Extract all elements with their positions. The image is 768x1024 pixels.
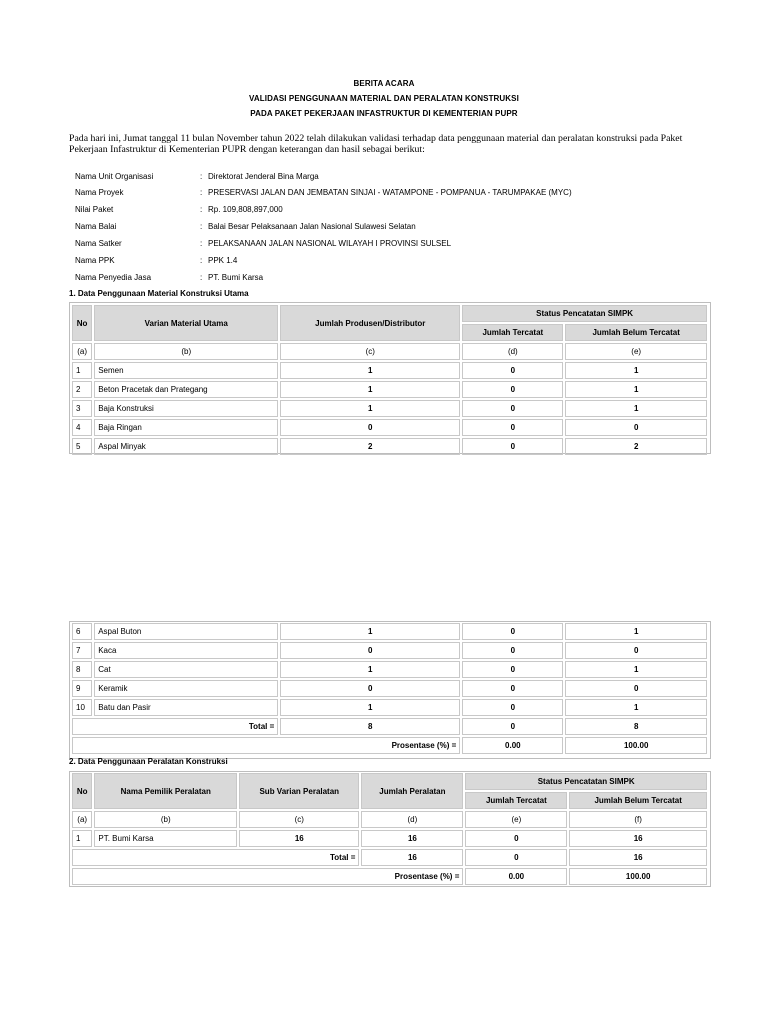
info-value: PELAKSANAAN JALAN NASIONAL WILAYAH I PROVINSI SULSEL [208,239,452,248]
total-label: Total = [72,718,278,735]
total-row: Total = 16 0 16 [72,849,707,866]
material-table [70,303,709,457]
table-row: 3 Baja Konstruksi 1 0 1 [72,400,707,417]
col-header-no: No [72,305,92,341]
info-label: Nama Proyek [75,188,124,197]
col-header-belum: Jumlah Belum Tercatat [565,324,707,341]
doc-subtitle-2: PADA PAKET PEKERJAAN INFASTRUKTUR DI KEMENTERIAN PUPR [250,109,518,118]
total-label: Total = [72,849,359,866]
table-row: 10 Batu dan Pasir 1 0 1 [72,699,707,716]
percentage-label: Prosentase (%) = [72,868,463,885]
table-row: 8 Cat 1 0 1 [72,661,707,678]
intro-paragraph: Pada hari ini, Jumat tanggal 11 bulan November tahun 2022 telah dilakukan validasi terhadap data penggunaan material dan peralatan konstruksi pada Paket Pekerjaan Infastruktur di Kementerian PUPR dengan keterangan dan hasil sebagai berikut: [69,133,683,155]
table-row: 1 Semen 1 0 1 [72,362,707,379]
table-row: 2 Beton Pracetak dan Prategang 1 0 1 [72,381,707,398]
info-label: Nama Satker [75,239,122,248]
col-header-sub-varian: Sub Varian Peralatan [239,773,359,809]
col-header-tercatat: Jumlah Tercatat [462,324,563,341]
col-header-varian: Varian Material Utama [94,305,278,341]
info-value: PRESERVASI JALAN DAN JEMBATAN SINJAI - WATAMPONE - POMPANUA - TARUMPAKAE (MYC) [208,188,572,197]
info-label: Nama Penyedia Jasa [75,273,152,282]
col-header-jumlah-peralatan: Jumlah Peralatan [361,773,463,809]
col-header-status: Status Pencatatan SIMPK [462,305,707,322]
info-label: Nama Balai [75,222,117,231]
percentage-row: Prosentase (%) = 0.00 100.00 [72,868,707,885]
col-header-belum: Jumlah Belum Tercatat [569,792,707,809]
doc-subtitle: VALIDASI PENGGUNAAN MATERIAL DAN PERALATAN KONSTRUKSI [249,94,519,103]
code-row: (a) (b) (c) (d) (e) (f) [72,811,707,828]
col-header-pemilik: Nama Pemilik Peralatan [94,773,237,809]
info-value: Direktorat Jenderal Bina Marga [208,172,319,181]
info-value: PT. Bumi Karsa [208,273,264,282]
percentage-label: Prosentase (%) = [72,737,460,754]
info-value: PPK 1.4 [208,256,238,265]
table-row: 7 Kaca 0 0 0 [72,642,707,659]
table-row: 1 PT. Bumi Karsa 16 16 0 16 [72,830,707,847]
col-header-tercatat: Jumlah Tercatat [465,792,567,809]
material-table-continued [70,621,709,756]
section-2-title: 2. Data Penggunaan Peralatan Konstruksi [69,757,228,766]
table-row: 9 Keramik 0 0 0 [72,680,707,697]
info-value: Rp. 109,808,897,000 [208,205,283,214]
code-row: (a) (b) (c) (d) (e) [72,343,707,360]
info-label: Nama PPK [75,256,115,265]
table-row: 5 Aspal Minyak 2 0 2 [72,438,707,455]
info-label: Nama Unit Organisasi [75,172,154,181]
percentage-row: Prosentase (%) = 0.00 100.00 [72,737,707,754]
info-value: Balai Besar Pelaksanaan Jalan Nasional Sulawesi Selatan [208,222,416,231]
col-header-jumlah: Jumlah Produsen/Distributor [280,305,460,341]
table-row: 6 Aspal Buton 1 0 1 [72,623,707,640]
equipment-table [70,771,709,887]
info-label: Nilai Paket [75,205,114,214]
total-row: Total = 8 0 8 [72,718,707,735]
doc-title: BERITA ACARA [353,79,415,88]
table-row: 4 Baja Ringan 0 0 0 [72,419,707,436]
col-header-no: No [72,773,92,809]
section-1-title: 1. Data Penggunaan Material Konstruksi Utama [69,289,249,298]
col-header-status: Status Pencatatan SIMPK [465,773,707,790]
